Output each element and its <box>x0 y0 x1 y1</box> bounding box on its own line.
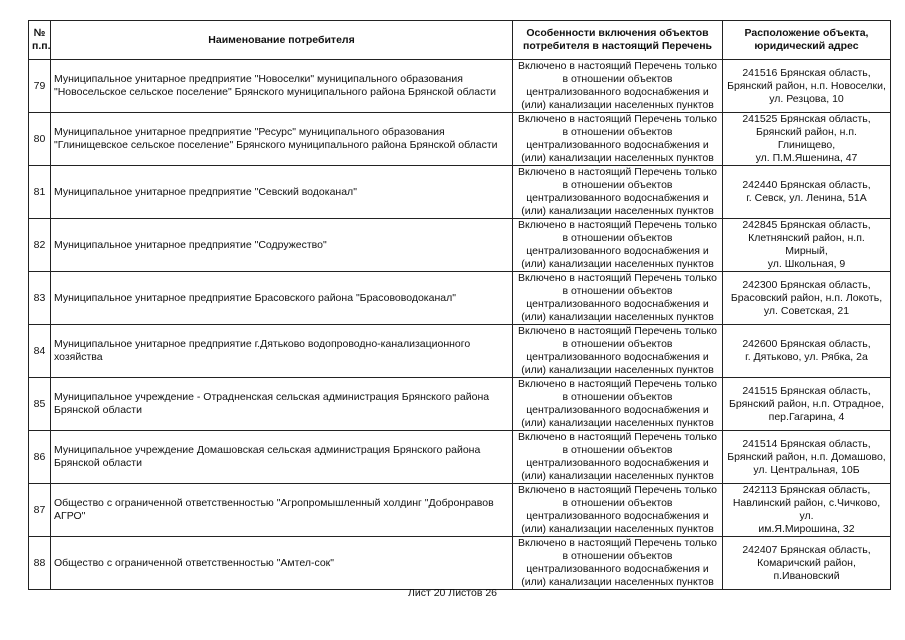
consumer-name: Муниципальное унитарное предприятие "Содружество" <box>51 219 513 272</box>
address-line: 242845 Брянская область, <box>742 219 871 231</box>
consumer-name: Муниципальное унитарное предприятие "Севский водоканал" <box>51 166 513 219</box>
address-line: г. Севск, ул. Ленина, 51А <box>746 192 867 204</box>
table-row <box>29 484 891 537</box>
feature-line: в отношении объектов <box>562 73 673 85</box>
feature-line: Включено в настоящий Перечень только <box>518 484 717 496</box>
address-line: ул. Советская, 21 <box>763 304 850 317</box>
feature-line: централизованного водоснабжения и <box>526 457 709 469</box>
row-number: 81 <box>29 166 51 219</box>
address-line: пер.Гагарина, 4 <box>768 410 845 423</box>
object-address <box>723 219 891 272</box>
object-address <box>723 378 891 431</box>
feature-line: централизованного водоснабжения и <box>526 351 709 363</box>
inclusion-features <box>513 113 723 166</box>
row-number: 80 <box>29 113 51 166</box>
inclusion-features <box>513 325 723 378</box>
address-line: г. Дятьково, ул. Рябка, 2а <box>745 351 868 363</box>
feature-line: централизованного водоснабжения и <box>526 510 709 522</box>
feature-line: централизованного водоснабжения и <box>526 86 709 98</box>
table-row <box>29 272 891 325</box>
address-line: 241525 Брянская область, <box>742 113 871 125</box>
feature-line: Включено в настоящий Перечень только <box>518 378 717 390</box>
address-line: 242600 Брянская область, <box>742 338 871 350</box>
feature-line: (или) канализации населенных пунктов <box>521 258 714 270</box>
feature-line: в отношении объектов <box>562 338 673 350</box>
inclusion-features <box>513 378 723 431</box>
inclusion-features <box>513 272 723 325</box>
table-body <box>29 60 891 590</box>
inclusion-features <box>513 166 723 219</box>
address-line: 241515 Брянская область, <box>742 384 871 397</box>
feature-line: (или) канализации населенных пунктов <box>521 417 714 429</box>
feature-line: в отношении объектов <box>562 497 673 509</box>
address-line: 242407 Брянская область, <box>742 543 871 556</box>
feature-line: централизованного водоснабжения и <box>526 245 709 257</box>
feature-line: централизованного водоснабжения и <box>526 192 709 204</box>
object-address <box>723 537 891 590</box>
feature-line: Включено в настоящий Перечень только <box>518 166 717 178</box>
address-line: Брянский район, н.п. Глинищево, <box>756 126 857 151</box>
feature-line: в отношении объектов <box>562 444 673 456</box>
address-line: Клетнянский район, н.п. Мирный, <box>748 232 865 257</box>
address-line: ул. Школьная, 9 <box>767 258 846 270</box>
row-number: 79 <box>29 60 51 113</box>
header-location: Расположение объекта, юридический адрес <box>723 21 891 60</box>
object-address <box>723 166 891 219</box>
object-address <box>723 325 891 378</box>
consumer-name: Муниципальное учреждение - Отрадненская сельская администрация Брянского района Брянской области <box>51 378 513 431</box>
address-line: ул. Резцова, 10 <box>769 92 844 105</box>
table-row <box>29 325 891 378</box>
feature-line: в отношении объектов <box>562 550 673 562</box>
feature-line: Включено в настоящий Перечень только <box>518 113 717 125</box>
feature-line: (или) канализации населенных пунктов <box>521 364 714 376</box>
address-line: ул. Центральная, 10Б <box>753 463 860 476</box>
consumer-list-table <box>28 20 891 590</box>
feature-line: Включено в настоящий Перечень только <box>518 60 717 72</box>
page-counter: Лист 20 Листов 26 <box>407 587 498 599</box>
feature-line: централизованного водоснабжения и <box>526 563 709 575</box>
inclusion-features <box>513 484 723 537</box>
feature-line: централизованного водоснабжения и <box>526 139 709 151</box>
header-name: Наименование потребителя <box>51 21 513 60</box>
address-line: 242113 Брянская область, <box>742 484 871 496</box>
table-row <box>29 60 891 113</box>
feature-line: Включено в настоящий Перечень только <box>518 431 717 443</box>
feature-line: Включено в настоящий Перечень только <box>518 219 717 231</box>
address-line: Брасовский район, н.п. Локоть, <box>730 291 883 304</box>
table-row <box>29 166 891 219</box>
feature-line: централизованного водоснабжения и <box>526 298 709 310</box>
feature-line: Включено в настоящий Перечень только <box>518 272 717 284</box>
feature-line: в отношении объектов <box>562 179 673 191</box>
consumer-name: Муниципальное унитарное предприятие "Ресурс" муниципального образования "Глинищевское сельское поселение" Брянского муниципального района Брянской области <box>51 113 513 166</box>
inclusion-features <box>513 60 723 113</box>
table-row <box>29 113 891 166</box>
row-number: 82 <box>29 219 51 272</box>
object-address <box>723 431 891 484</box>
feature-line: (или) канализации населенных пунктов <box>521 152 714 164</box>
row-number: 87 <box>29 484 51 537</box>
object-address <box>723 113 891 166</box>
inclusion-features <box>513 431 723 484</box>
consumer-name: Муниципальное унитарное предприятие г.Дятьково водопроводно-канализационного хозяйства <box>51 325 513 378</box>
table-row <box>29 537 891 590</box>
consumer-name: Муниципальное учреждение Домашовская сельская администрация Брянского района Брянской области <box>51 431 513 484</box>
feature-line: в отношении объектов <box>562 126 673 138</box>
address-line: Комаричский район, <box>757 556 856 569</box>
feature-line: централизованного водоснабжения и <box>526 404 709 416</box>
object-address <box>723 272 891 325</box>
row-number: 86 <box>29 431 51 484</box>
address-line: Брянский район, н.п. Домашово, <box>727 450 886 463</box>
inclusion-features <box>513 219 723 272</box>
feature-line: Включено в настоящий Перечень только <box>518 537 717 549</box>
header-features: Особенности включения объектов потребителя в настоящий Перечень <box>513 21 723 60</box>
address-line: им.Я.Мирошина, 32 <box>758 523 855 535</box>
table-header-row <box>29 21 891 60</box>
feature-line: в отношении объектов <box>562 285 673 297</box>
address-line: Брянский район, н.п. Новоселки, <box>727 79 886 92</box>
address-line: 241516 Брянская область, <box>742 66 871 79</box>
address-line: 242440 Брянская область, <box>742 179 871 191</box>
table-row <box>29 219 891 272</box>
address-line: 242300 Брянская область, <box>742 278 871 291</box>
row-number: 88 <box>29 537 51 590</box>
row-number: 85 <box>29 378 51 431</box>
consumer-name: Муниципальное унитарное предприятие "Новоселки" муниципального образования "Новосельское сельское поселение" Брянского муниципального района Брянской области <box>51 60 513 113</box>
address-line: п.Ивановский <box>773 569 840 582</box>
inclusion-features <box>513 537 723 590</box>
object-address <box>723 484 891 537</box>
feature-line: в отношении объектов <box>562 232 673 244</box>
consumer-name: Муниципальное унитарное предприятие Брасовского района "Брасововодоканал" <box>51 272 513 325</box>
header-num: № п.п. <box>29 21 51 60</box>
row-number: 84 <box>29 325 51 378</box>
feature-line: в отношении объектов <box>562 391 673 403</box>
feature-line: (или) канализации населенных пунктов <box>521 576 714 588</box>
feature-line: Включено в настоящий Перечень только <box>518 325 717 337</box>
consumer-name: Общество с ограниченной ответственностью "Амтел-сок" <box>51 537 513 590</box>
feature-line: (или) канализации населенных пунктов <box>521 523 714 535</box>
feature-line: (или) канализации населенных пунктов <box>521 205 714 217</box>
object-address <box>723 60 891 113</box>
table-row <box>29 431 891 484</box>
row-number: 83 <box>29 272 51 325</box>
address-line: Брянский район, н.п. Отрадное, <box>728 397 885 410</box>
feature-line: (или) канализации населенных пунктов <box>521 311 714 323</box>
address-line: ул. П.М.Яшенина, 47 <box>755 152 858 164</box>
address-line: Навлинский район, с.Чичково, ул. <box>732 497 881 522</box>
feature-line: (или) канализации населенных пунктов <box>521 99 714 111</box>
table-row <box>29 378 891 431</box>
feature-line: (или) канализации населенных пунктов <box>521 470 714 482</box>
consumer-name: Общество с ограниченной ответственностью "Агропромышленный холдинг "Добронравов АГРО" <box>51 484 513 537</box>
address-line: 241514 Брянская область, <box>742 437 871 450</box>
